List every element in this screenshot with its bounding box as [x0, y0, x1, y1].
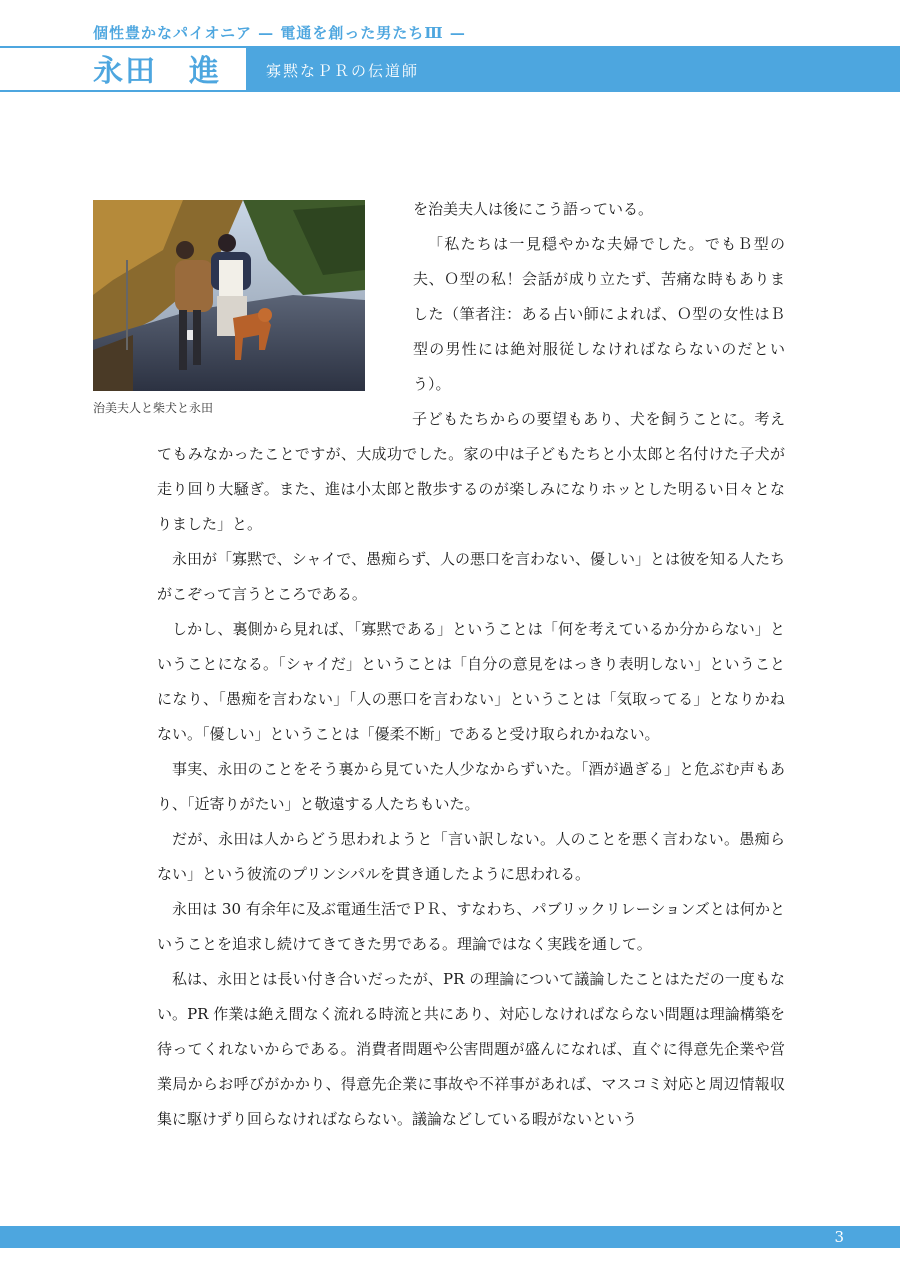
- subtitle-band: [246, 48, 900, 92]
- paragraph: 永田が「寡黙で、シャイで、愚痴らず、人の悪口を言わない、優しい」とは彼を知る人たちがこぞって言うところである。: [157, 550, 785, 603]
- photo-couple-with-dog: [93, 200, 365, 391]
- page-number: 3: [834, 1228, 844, 1246]
- chapter-subtitle: 寡黙なＰＲの伝道師: [266, 62, 420, 80]
- body-column-narrow: [413, 192, 785, 402]
- paragraph: 私は、永田とは長い付き合いだったが、PR の理論について議論したことはただの一度もない。PR 作業は絶え間なく流れる時流と共にあり、対応しなければならない問題は理論構築を待ってくれないからである。消費者問題や公害問題が盛んになれば、直ぐに得意先企業や営業局からお呼びがかかり、得意先企業に事故や不祥事があれば、マスコミ対応と周辺情報収集に駆けずり回らなければならない。議論などしている暇がないという: [157, 970, 785, 1128]
- series-title: 個性豊かなパイオニア — 電通を創った男たちⅢ —: [93, 24, 466, 42]
- paragraph: 永田は 30 有余年に及ぶ電通生活でＰＲ、すなわち、パブリックリレーションズとは何かということを追求し続けてきてきた男である。理論ではなく実践を通して。: [157, 900, 785, 953]
- paragraph: 子どもたちからの要望もあり、犬を飼うことに。考えてもみなかったことですが、大成功でした。家の中は子どもたちと小太郎と名付けた子犬が走り回り大騒ぎ。また、進は小太郎と散歩するのが楽しみになりホッとした明るい日々となりました」と。: [157, 410, 785, 533]
- paragraph: しかし、裏側から見れば、「寡黙である」ということは「何を考えているか分からない」ということになる。「シャイだ」ということは「自分の意見をはっきり表明しない」ということになり、「愚痴を言わない」「人の悪口を言わない」ということは「気取ってる」となりかねない。「優しい」ということは「優柔不断」であると受け取られかねない。: [157, 620, 785, 743]
- paragraph: だが、永田は人からどう思われようと「言い訳しない。人のことを悪く言わない。愚痴らない」という彼流のプリンシパルを貫き通したように思われる。: [157, 830, 785, 883]
- footer-band: [0, 1226, 900, 1248]
- person-name: 永田 進: [93, 54, 221, 89]
- body-column-wide: [157, 402, 785, 1137]
- paragraph: 「私たちは一見穏やかな夫婦でした。でもＢ型の夫、Ｏ型の私！会話が成り立たず、苦痛な時もありました（筆者注：ある占い師によれば、Ｏ型の女性はＢ型の男性には絶対服従しなければならないのだという）。: [413, 235, 785, 393]
- paragraph: 事実、永田のことをそう裏から見ていた人少なからずいた。「酒が過ぎる」と危ぶむ声もあり、「近寄りがたい」と敬遠する人たちもいた。: [157, 760, 785, 813]
- paragraph: を治美夫人は後にこう語っている。: [413, 200, 654, 218]
- photo-caption: 治美夫人と柴犬と永田: [93, 401, 214, 415]
